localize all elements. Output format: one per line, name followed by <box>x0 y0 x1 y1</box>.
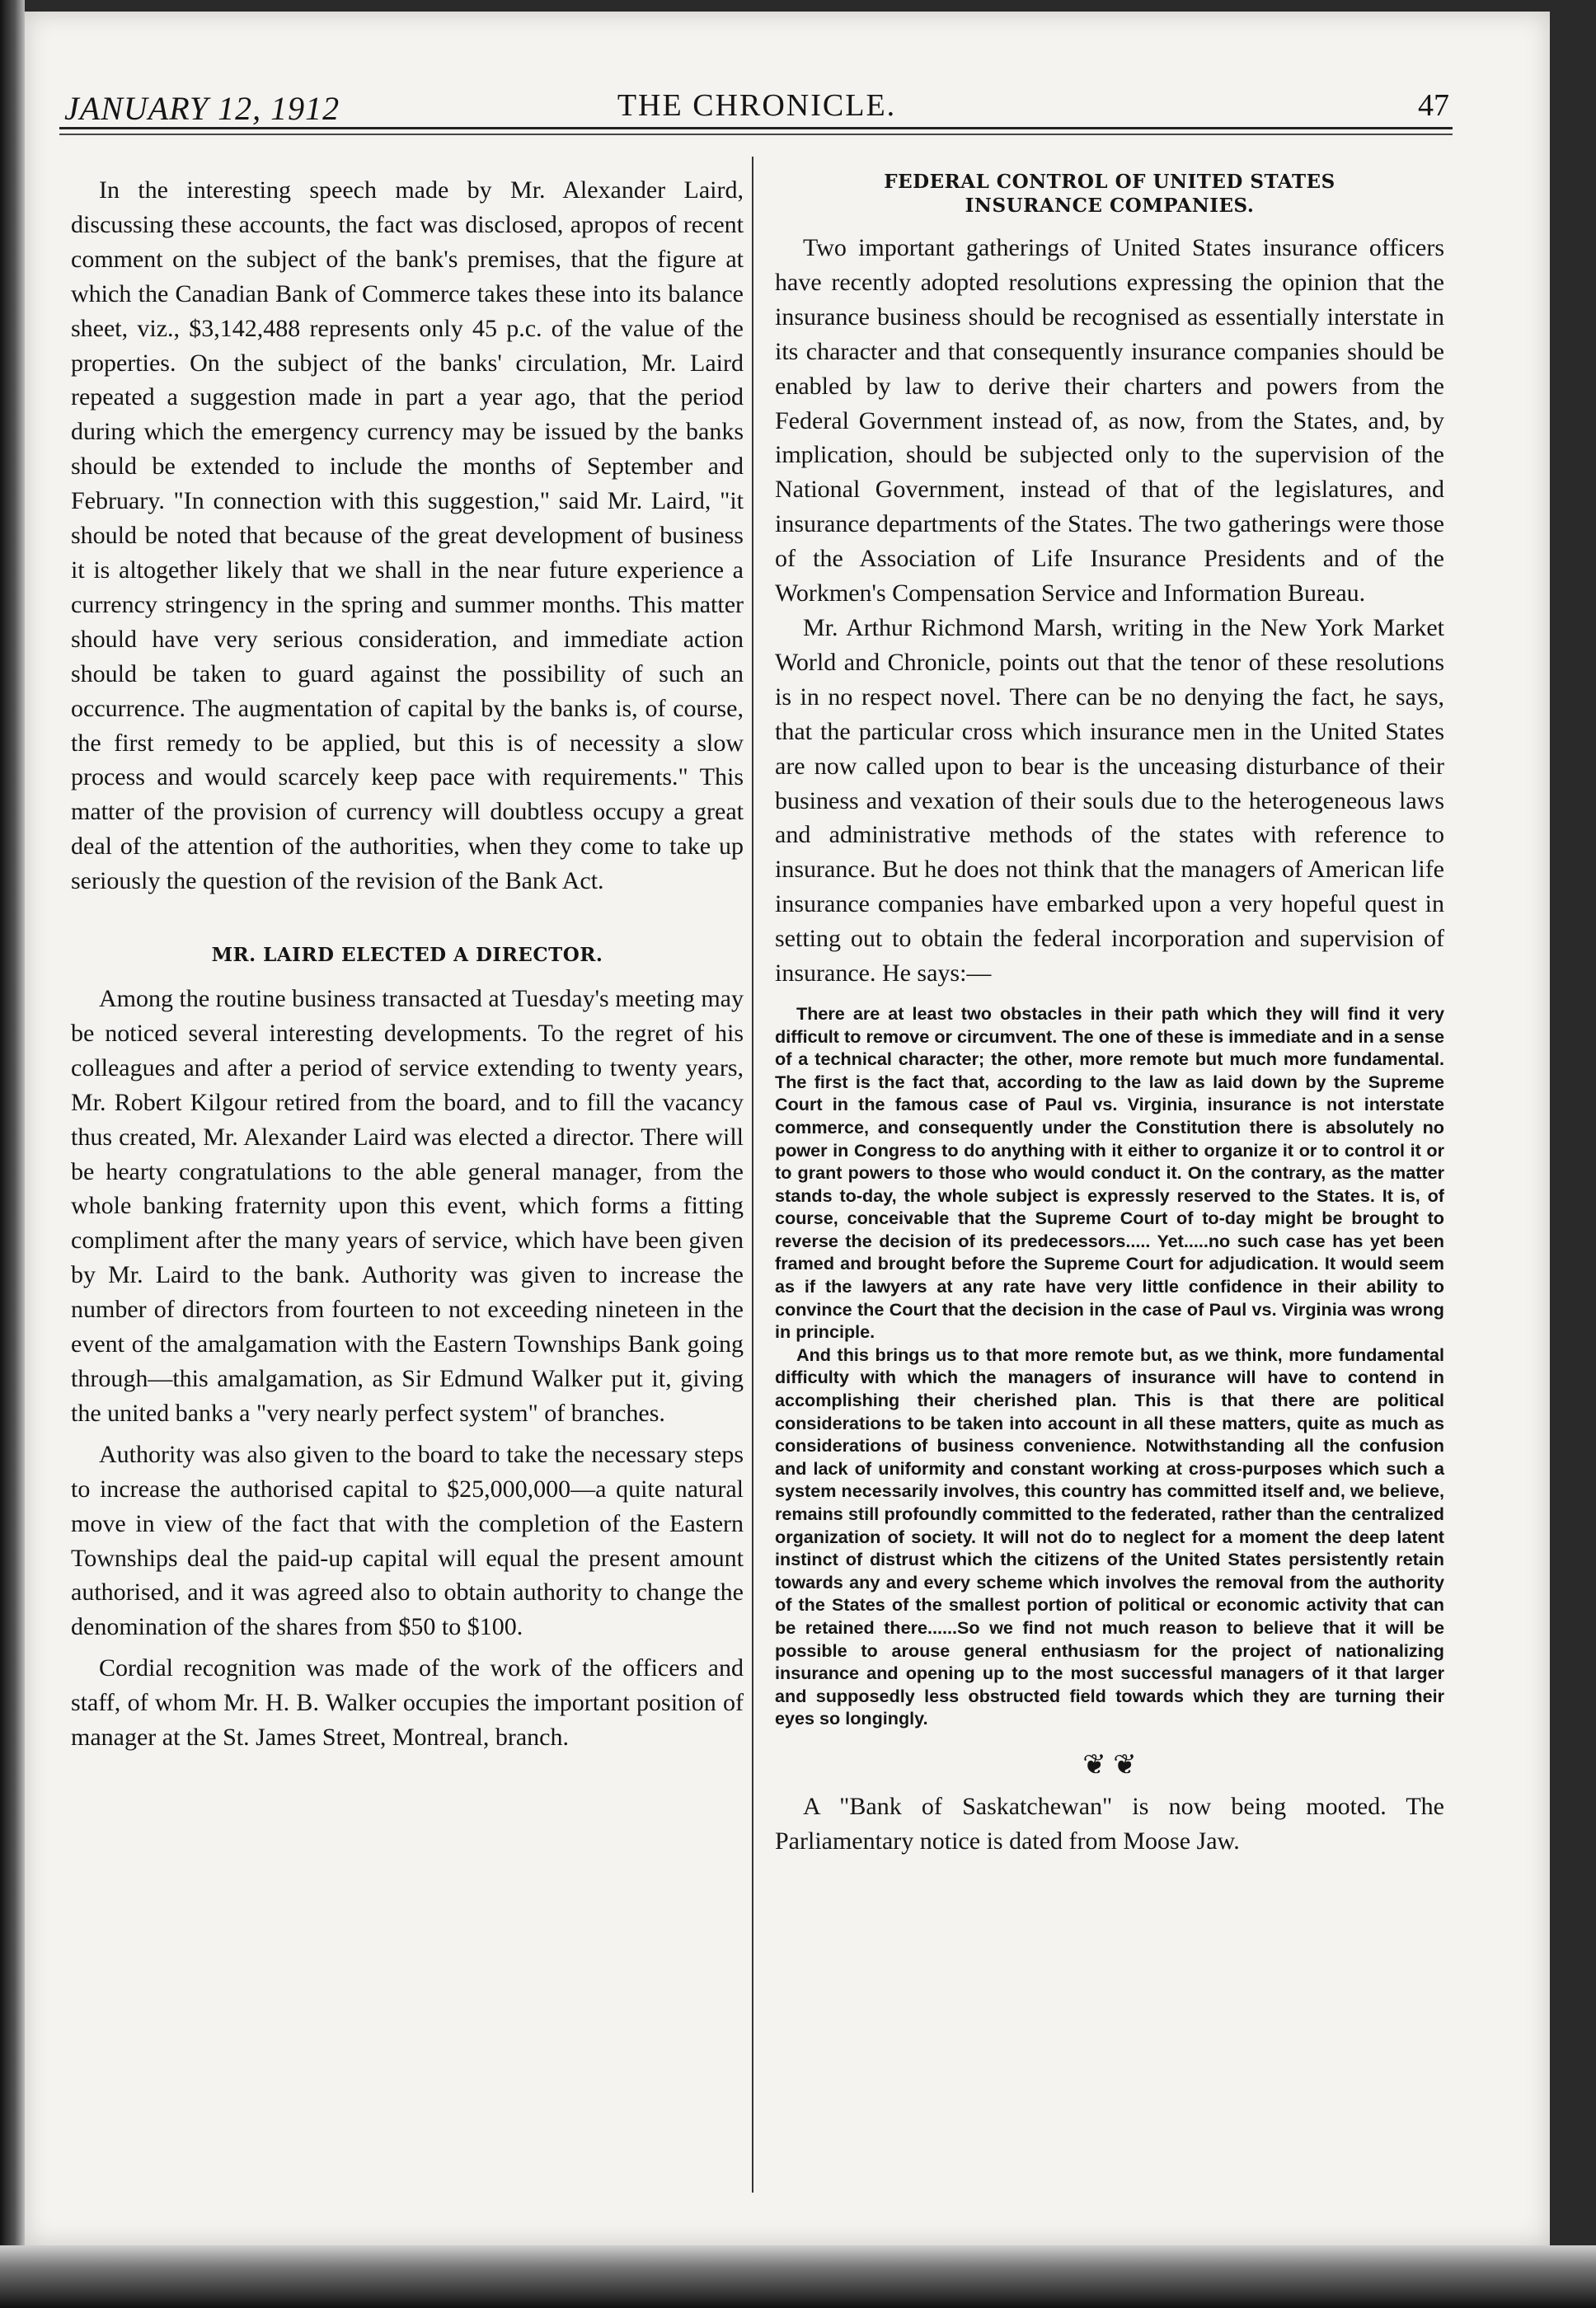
quoted-passage: There are at least two obstacles in their path which they will find it very difficult to remove or circumvent. The one of these is immediate and in a sense of a technical character; the other, more remote but much more fundamental. The first is the fact that, according to the law as laid down by the Supreme Court in the famous case of Paul vs. Virginia, insurance is not interstate commerce, and consequently under the Constitution there is absolutely no power in Congress to do anything with it either to organize it or to control it or to grant powers to those who would conduct it. On the contrary, as the matter stands to-day, the whole subject is expressly reserved to the States. It is, of course, conceivable that the Supreme Court of to-day might be brought to reverse the decision of its predecessors..... Yet.....no such case has yet been framed and brought before the Supreme Court for adjudication. It would seem as if the lawyers at any rate have very little confidence in their ability to convince the Court that the decision in the case of Paul vs. Virginia was wrong in principle. <box>775 1002 1444 1343</box>
section-heading: MR. LAIRD ELECTED A DIRECTOR. <box>211 944 603 967</box>
right-column <box>775 170 1444 1859</box>
header-rule-thin <box>59 134 1453 135</box>
header-rule <box>59 127 1453 129</box>
article-paragraph: In the interesting speech made by Mr. Alexander Laird, discussing these accounts, the fact was disclosed, apropos of recent comment on the subject of the bank's premises, that the figure at which the Canadian Bank of Commerce takes these into its balance sheet, viz., $3,142,488 represents only 45 p.c. of the value of the properties. On the subject of the banks' circulation, Mr. Laird repeated a suggestion made in part a year ago, that the period during which the emergency currency may be issued by the banks should be extended to include the months of September and February. "In connection with this suggestion," said Mr. Laird, "it should be noted that because of the great development of business it is altogether likely that we shall in the near future experience a currency stringency in the spring and summer months. This matter should have very serious consideration, and immediate action should be taken to guard against the possibility of such an occurrence. The augmentation of capital by the banks is, of course, the first remedy to be applied, but this is of necessity a slow process and would scarcely keep pace with requirements." This matter of the provision of currency will doubtless occupy a great deal of the attention of the authorities, when they come to take up seriously the question of the revision of the Bank Act. <box>71 176 744 895</box>
running-head <box>64 84 1449 134</box>
scan-left-edge <box>0 0 25 2308</box>
article-heading-line-2: INSURANCE COMPANIES. <box>965 195 1255 217</box>
article-paragraph: A "Bank of Saskatchewan" is now being mooted. The Parliamentary notice is dated from Moose Jaw. <box>775 1792 1444 1855</box>
article-paragraph: Authority was also given to the board to take the necessary steps to increase the authorised capital to $25,000,000—a quite natural move in view of the fact that with the completion of the Eastern Townships deal the paid-up capital will equal the present amount authorised, and it was agreed also to obtain authority to change the denomination of the shares from $50 to $100. <box>71 1440 744 1641</box>
column-divider <box>752 157 753 2193</box>
article-paragraph: Among the routine business transacted at Tuesday's meeting may be noticed several interesting developments. To the regret of his colleagues and after a period of service extending to twenty years, Mr. Robert Kilgour retired from the board, and to fill the vacancy thus created, Mr. Alexander Laird was elected a director. There will be hearty congratulations to the able general manager, from the whole banking fraternity upon this event, which forms a fitting compliment after the many years of service, which have been given by Mr. Laird to the bank. Authority was given to increase the number of directors from fourteen to not exceeding nineteen in the event of the amalgamation with the Eastern Townships Bank going through—this amalgamation, as Sir Edmund Walker put it, giving the united banks a "very nearly perfect system" of branches. <box>71 985 744 1427</box>
publication-title: THE CHRONICLE. <box>617 88 897 123</box>
left-column <box>71 173 744 1755</box>
article-paragraph: Mr. Arthur Richmond Marsh, writing in the New York Market World and Chronicle, points out that the tenor of these resolutions is in no respect novel. There can be no denying the fact, he says, that the particular cross which insurance men in the United States are now called upon to bear is the unceasing disturbance of their business and vexation of their souls due to the heterogeneous laws and administrative methods of the states with reference to insurance. But he does not think that the managers of American life insurance companies have embarked upon a very hopeful quest in setting out to obtain the federal incorporation and supervision of insurance. He says:— <box>775 613 1444 987</box>
page-number: 47 <box>1418 88 1449 123</box>
quoted-passage: And this brings us to that more remote but, as we think, more fundamental difficulty with which the managers of insurance will have to contend in accomplishing their cherished plan. This is that there are political considerations to be taken into account in all these matters, quite as much as considerations of business convenience. Notwithstanding all the confusion and lack of uniformity and constant working at cross-purposes which such a system necessarily involves, this country has committed itself and, we believe, remains still profoundly committed to the federated, rather than the centralized organization of society. It will not do to neglect for a moment the deep latent instinct of distrust which the citizens of the United States persistently retain towards any and every scheme which involves the removal from the authority of the States of the smallest portion of political or economic activity that can be retained there......So we find not much reason to believe that it will be possible to arouse general enthusiasm for the project of nationalizing insurance and opening up to the most successful managers of it that larger and supposedly less obstructed field towards which they are turning their eyes so longingly. <box>775 1344 1444 1729</box>
scan-bottom-edge <box>0 2245 1596 2308</box>
issue-date: JANUARY 12, 1912 <box>64 90 340 127</box>
article-heading-line-1: FEDERAL CONTROL OF UNITED STATES <box>884 171 1335 193</box>
ornament-dingbats: ❦ ❦ <box>1082 1749 1137 1780</box>
article-paragraph: Cordial recognition was made of the work of the officers and staff, of whom Mr. H. B. Walker occupies the important position of manager at the St. James Street, Montreal, branch. <box>71 1654 744 1752</box>
article-paragraph: Two important gatherings of United States insurance officers have recently adopted resolutions expressing the opinion that the insurance business should be recognised as essentially interstate in its character and that consequently insurance companies should be enabled by law to derive their charters and powers from the Federal Government instead of, as now, from the States, and, by implication, should be subjected only to the supervision of the National Government, instead of that of the legislatures, and insurance departments of the States. The two gatherings were those of the Association of Life Insurance Presidents and of the Workmen's Compensation Service and Information Bureau. <box>775 234 1444 607</box>
